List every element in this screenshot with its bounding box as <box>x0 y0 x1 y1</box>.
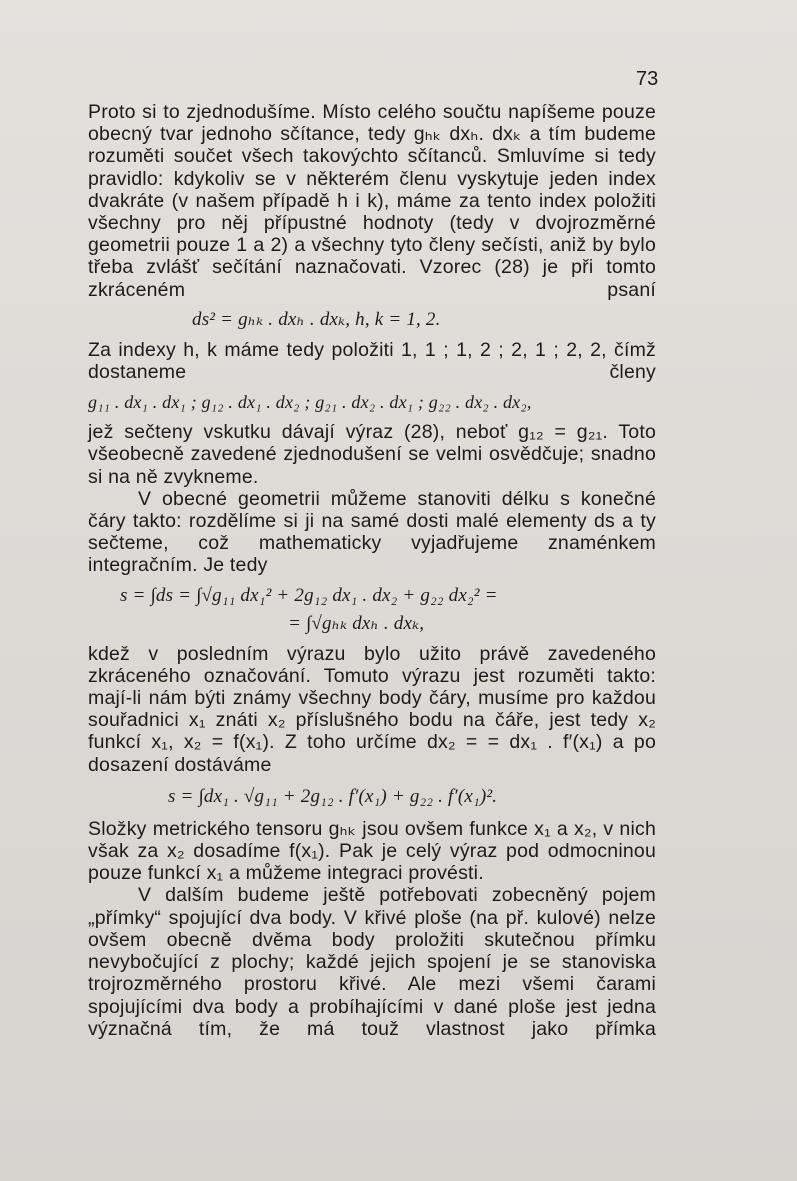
paragraph-3: jež sečteny vskutku dávají výraz (28), neboť g₁₂ = g₂₁. Toto všeobecně zavedené zjednodušení se velmi osvědčuje; snadno si na ně zvykneme. <box>88 421 656 488</box>
formula-terms: g₁₁ . dx₁ . dx₁ ; g₁₂ . dx₁ . dx₂ ; g₂₁ . dx₂ . dx₁ ; g₂₂ . dx₂ . dx₂, <box>88 392 532 413</box>
paragraph-1: Proto si to zjednodušíme. Místo celého součtu napíšeme pouze obecný tvar jednoho sčítance, tedy gₕₖ dxₕ. dxₖ a tím budeme rozuměti součet všech takovýchto sčítanců. Smluvíme si tedy pravidlo: kdykoliv se v některém členu vyskytuje jeden index dvakráte (v našem případě h i k), máme za tento index položiti všechny pro něj přípustné hodnoty (tedy v dvojrozměrné geometrii pouze 1 a 2) a všechny tyto členy sečísti, aniž by bylo třeba zvlášť sečítání naznačovati. Vzorec (28) je při tomto zkráceném psaní <box>88 101 656 301</box>
page-number: 73 <box>636 68 659 90</box>
page-body <box>88 101 656 1040</box>
formula-length-substituted: s = ∫dx₁ . √g₁₁ + 2g₁₂ . f′(x₁) + g₂₂ . f′(x₁)². <box>168 785 498 807</box>
paragraph-2: Za indexy h, k máme tedy položiti 1, 1 ; 1, 2 ; 2, 1 ; 2, 2, čímž dostaneme členy <box>88 338 656 384</box>
formula-ds-squared: ds² = gₕₖ . dxₕ . dxₖ, h, k = 1, 2. <box>192 308 441 330</box>
paragraph-5: kdež v posledním výrazu bylo užito právě zavedeného zkráceného označování. Tomuto výrazu jest rozuměti takto: mají-li nám býti známy všechny body čáry, musíme pro každou souřadnici x₁ znáti x₂ příslušného bodu na čáře, jest tedy x₂ funkcí x₁, x₂ = f(x₁). Z toho určíme dx₂ = = dx₁ . f′(x₁) a po dosazení dostáváme <box>88 642 656 776</box>
paragraph-4: V obecné geometrii můžeme stanoviti délku s konečné čáry takto: rozdělíme si ji na samé dosti malé elementy ds a ty sečteme, což mathematicky vyjadřujeme znaménkem integračním. Je tedy <box>88 487 656 577</box>
formula-length-integral: s = ∫ds = ∫√g₁₁ dx₁² + 2g₁₂ dx₁ . dx₂ + g₂₂ dx₂² = <box>120 584 498 606</box>
formula-length-short: = ∫√gₕₖ dxₕ . dxₖ, <box>288 612 425 634</box>
paragraph-7: V dalším budeme ještě potřebovati zobecněný pojem „přímky“ spojující dva body. V křivé ploše (na př. kulové) nelze ovšem obecně dvěma body proložiti skutečnou přímku nevybočující z plochy; každé jejich spojení je se stanoviska trojrozměrného prostoru křivé. Ale mezi všemi čarami spojujícími dva body a probíhajícími v dané ploše jest jedna význačná tím, že má touž vlastnost jako přímka <box>88 884 656 1040</box>
paragraph-6: Složky metrického tensoru gₕₖ jsou ovšem funkce x₁ a x₂, v nich však za x₂ dosadíme f(x₁). Pak je celý výraz pod odmocninou pouze funkcí x₁ a můžeme integraci provésti. <box>88 817 656 885</box>
